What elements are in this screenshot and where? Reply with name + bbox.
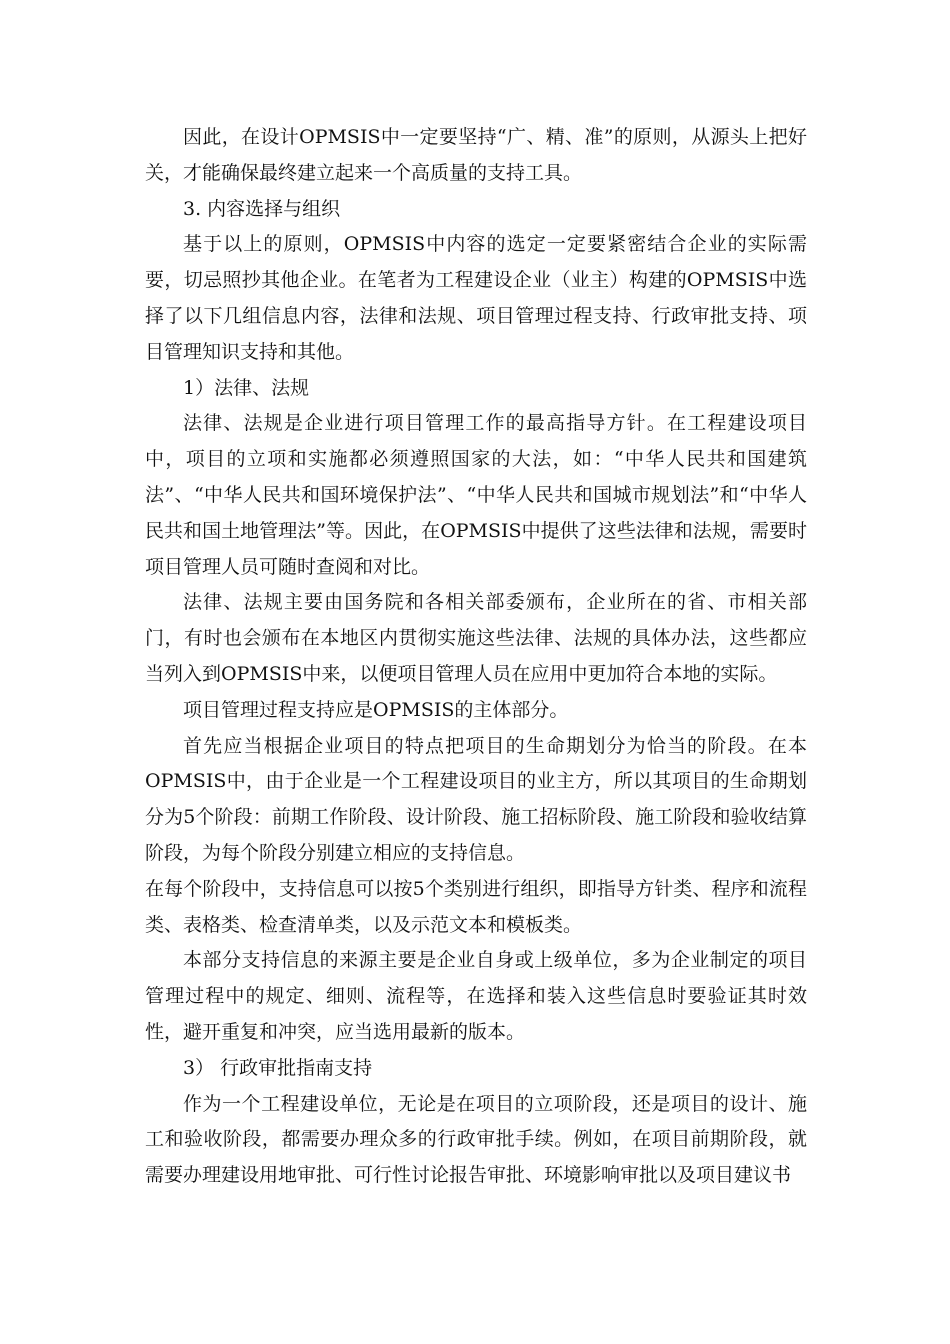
paragraph-lifecycle-stages: 首先应当根据企业项目的特点把项目的生命期划分为恰当的阶段。在本OPMSIS中，由于企业是一个工程建设项目的业主方，所以其项目的生命期划分为5个阶段：前期工作阶段、设计阶段、施工招标阶段、施工阶段和验收结算阶段，为每个阶段分别建立相应的支持信息。 <box>145 734 807 864</box>
paragraph-info-sources: 本部分支持信息的来源主要是企业自身或上级单位，多为企业制定的项目管理过程中的规定、细则、流程等，在选择和装入这些信息时要验证其时效性，避开重复和冲突，应当选用最新的版本。 <box>145 949 807 1043</box>
paragraph-content-selection: 基于以上的原则，OPMSIS中内容的选定一定要紧密结合企业的实际需要，切忌照抄其他企业。在笔者为工程建设企业（业主）构建的OPMSIS中选择了以下几组信息内容，法律和法规、项目管理过程支持、行政审批支持、项目管理知识支持和其他。 <box>145 233 807 363</box>
heading-admin-approval: 3） 行政审批指南支持 <box>183 1056 373 1079</box>
paragraph-laws-guidance: 法律、法规是企业进行项目管理工作的最高指导方针。在工程建设项目中，项目的立项和实施都必须遵照国家的大法，如：“中华人民共和国建筑法”、“中华人民共和国环境保护法”、“中华人民共和国城市规划法”和“中华人民共和国土地管理法”等。因此，在OPMSIS中提供了这些法律和法规，需要时项目管理人员可随时查阅和对比。 <box>145 412 807 578</box>
paragraph-support-categories: 在每个阶段中，支持信息可以按5个类别进行组织，即指导方针类、程序和流程类、表格类、检查清单类，以及示范文本和模板类。 <box>145 877 807 936</box>
heading-laws-regulations: 1）法律、法规 <box>183 376 310 399</box>
paragraph-admin-approval: 作为一个工程建设单位，无论是在项目的立项阶段，还是项目的设计、施工和验收阶段，都需要办理众多的行政审批手续。例如，在项目前期阶段，就需要办理建设用地审批、可行性讨论报告审批、环境影响审批以及项目建议书 <box>145 1092 807 1187</box>
document-body <box>145 120 807 1194</box>
paragraph-design-principle: 因此，在设计OPMSIS中一定要坚持“广、精、准”的原则，从源头上把好关，才能确保最终建立起来一个高质量的支持工具。 <box>145 126 807 184</box>
paragraph-process-support: 项目管理过程支持应是OPMSIS的主体部分。 <box>183 698 569 721</box>
paragraph-laws-issuance: 法律、法规主要由国务院和各相关部委颁布，企业所在的省、市相关部门，有时也会颁布在本地区内贯彻实施这些法律、法规的具体办法，这些都应当列入到OPMSIS中来，以便项目管理人员在应用中更加符合本地的实际。 <box>145 591 807 685</box>
heading-content-selection: 3. 内容选择与组织 <box>183 197 341 220</box>
